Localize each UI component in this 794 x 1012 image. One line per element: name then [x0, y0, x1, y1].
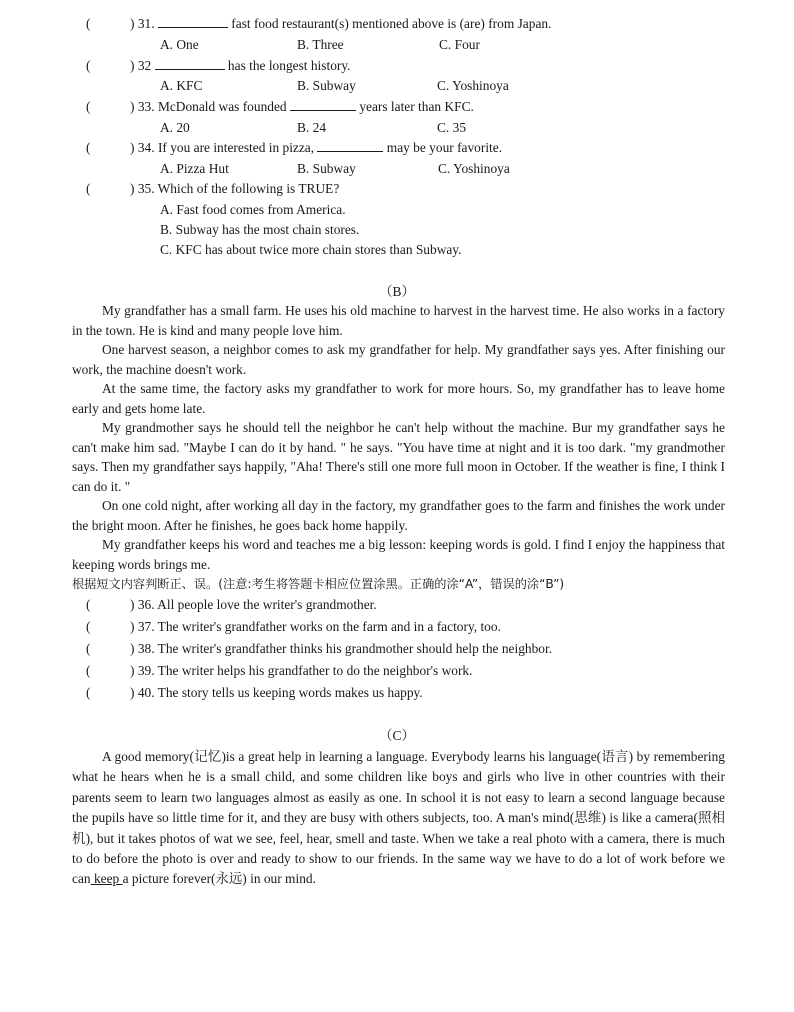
section-b-heading: （B） — [379, 284, 415, 299]
answer-paren-close: ) — [130, 16, 135, 31]
question-text: 38. The writer's grandfather thinks his grandmother should help the neighbor. — [137, 641, 553, 656]
question-text-post: years later than KFC. — [355, 99, 474, 114]
question-text-pre: If you are interested in pizza, — [157, 140, 318, 155]
answer-paren-close: ) — [130, 597, 135, 612]
fill-blank[interactable] — [317, 140, 383, 152]
paragraph: At the same time, the factory asks my grandfather to work for more hours. So, my grandfather has to leave home early and gets home late. — [72, 381, 725, 416]
question-text-post: fast food restaurant(s) mentioned above is (are) from Japan. — [227, 16, 552, 31]
answer-paren-open[interactable]: ( — [86, 16, 91, 31]
option-c[interactable]: C. Four — [439, 37, 480, 52]
option-b[interactable]: B. Three — [297, 37, 344, 52]
question-32 — [86, 58, 351, 74]
question-text: 40. The story tells us keeping words makes us happy. — [137, 685, 423, 700]
option-b[interactable]: B. 24 — [297, 120, 327, 135]
answer-paren-open[interactable]: ( — [86, 58, 91, 73]
passage-text: A good memory(记忆)is a great help in learning a language. Everybody learns his language(语言) by remembering what he hears when he is a small child, and some children like boys and girls who live in other countries with their parents seem to learn two languages almost as easily as one. In school it is not easy to learn a second language because the pupils have so little time for it, and they are busy with others subjects, too. A man's mind(思维) is like a camera(照相机), but it takes photos of wat we see, feel, hear, smell and taste. When we take a real photo with a camera, there is much to do before the photo is over and ready to show to our friends. In the same way we have to do a lot of work before we can — [72, 749, 725, 887]
question-number: 32 — [137, 58, 152, 73]
paragraph: My grandmother says he should tell the neighbor he can't help without the machine. Bur my grandfather says he can't make him sad. "Maybe I can do it by hand. " he says. "You have time at night and it is too dark. "my grandmother says. Then my grandfather says happily, "Aha! There's still one more full moon in October. If the weather is fine, I think I can do it. " — [72, 420, 725, 494]
passage-text-end: a picture forever(永远) in our mind. — [122, 871, 316, 887]
option-a[interactable]: A. Pizza Hut — [160, 161, 229, 176]
question-34 — [86, 140, 502, 156]
answer-paren-open[interactable]: ( — [86, 619, 91, 634]
question-number: 34. — [137, 140, 155, 155]
question-40 — [86, 685, 423, 701]
question-38 — [86, 641, 552, 657]
answer-paren-open[interactable]: ( — [86, 663, 91, 678]
question-number: 31. — [137, 16, 155, 31]
option-b[interactable]: B. Subway — [297, 78, 356, 93]
paragraph: My grandfather has a small farm. He uses his old machine to harvest in the harvest time. He also works in a factory in the town. He is kind and many people love him. — [72, 303, 725, 338]
answer-paren-open[interactable]: ( — [86, 140, 91, 155]
question-text-post: may be your favorite. — [383, 140, 503, 155]
option-b[interactable]: B. Subway — [297, 161, 356, 176]
question-text-post: has the longest history. — [224, 58, 351, 73]
fill-blank[interactable] — [158, 16, 228, 28]
answer-paren-close: ) — [130, 58, 135, 73]
option-c[interactable]: C. 35 — [437, 120, 467, 135]
answer-paren-open[interactable]: ( — [86, 685, 91, 700]
option-b[interactable]: B. Subway has the most chain stores. — [160, 222, 360, 237]
option-c[interactable]: C. Yoshinoya — [437, 78, 509, 93]
answer-paren-close: ) — [130, 619, 135, 634]
underlined-keyword: keep — [90, 871, 123, 887]
paragraph: One harvest season, a neighbor comes to ask my grandfather for help. My grandfather says yes. After finishing our work, the machine doesn't work. — [72, 342, 725, 377]
fill-blank[interactable] — [155, 58, 225, 70]
question-text-pre: McDonald was founded — [157, 99, 290, 114]
section-c-heading: （C） — [379, 728, 415, 743]
answer-paren-open[interactable]: ( — [86, 641, 91, 656]
option-c[interactable]: C. KFC has about twice more chain stores than Subway. — [160, 242, 462, 257]
question-text: 36. All people love the writer's grandmother. — [137, 597, 377, 612]
question-text: 35. Which of the following is TRUE? — [137, 181, 340, 196]
answer-paren-close: ) — [130, 99, 135, 114]
option-a[interactable]: A. 20 — [160, 120, 190, 135]
question-text: 39. The writer helps his grandfather to do the neighbor's work. — [137, 663, 473, 678]
fill-blank[interactable] — [290, 99, 356, 111]
answer-paren-open[interactable]: ( — [86, 99, 91, 114]
question-number: 33. — [137, 99, 155, 114]
instruction-text: 根据短文内容判断正、误。(注意:考生将答题卡相应位置涂黑。正确的涂“A”，错误的涂“B”) — [72, 577, 565, 591]
question-35 — [86, 181, 339, 197]
answer-paren-open[interactable]: ( — [86, 181, 91, 196]
question-39 — [86, 663, 472, 679]
option-a[interactable]: A. One — [160, 37, 199, 52]
answer-paren-close: ) — [130, 663, 135, 678]
answer-paren-open[interactable]: ( — [86, 597, 91, 612]
option-a[interactable]: A. KFC — [160, 78, 203, 93]
answer-paren-close: ) — [130, 685, 135, 700]
option-c[interactable]: C. Yoshinoya — [438, 161, 510, 176]
question-text: 37. The writer's grandfather works on the farm and in a factory, too. — [137, 619, 501, 634]
question-37 — [86, 619, 501, 635]
answer-paren-close: ) — [130, 641, 135, 656]
question-31 — [86, 16, 551, 32]
question-33 — [86, 99, 474, 115]
question-36 — [86, 597, 377, 613]
section-c-passage — [72, 747, 725, 890]
answer-paren-close: ) — [130, 140, 135, 155]
answer-paren-close: ) — [130, 181, 135, 196]
paragraph: On one cold night, after working all day in the factory, my grandfather goes to the farm and finishes the work under the bright moon. After he finishes, he goes back home happily. — [72, 498, 725, 533]
paragraph: My grandfather keeps his word and teaches me a big lesson: keeping words is gold. I find I enjoy the happiness that keeping words brings me. — [72, 537, 725, 572]
option-a[interactable]: A. Fast food comes from America. — [160, 202, 346, 217]
